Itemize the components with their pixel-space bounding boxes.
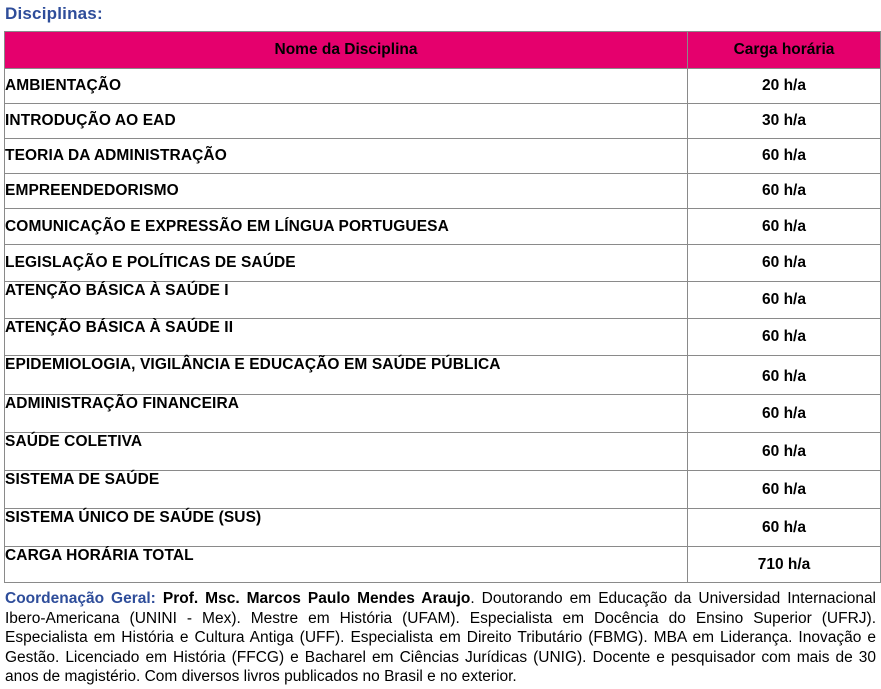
table-row (5, 509, 881, 547)
discipline-hours: 60 h/a (688, 433, 881, 471)
discipline-name: SAÚDE COLETIVA (5, 433, 688, 471)
discipline-hours: 60 h/a (688, 356, 881, 395)
discipline-name: INTRODUÇÃO AO EAD (5, 104, 688, 139)
coordinator-name: Prof. Msc. Marcos Paulo Mendes Araujo (162, 590, 471, 607)
discipline-name: EPIDEMIOLOGIA, VIGILÂNCIA E EDUCAÇÃO EM SAÚDE PÚBLICA (5, 356, 688, 395)
table-row (5, 395, 881, 433)
discipline-name: SISTEMA DE SAÚDE (5, 471, 688, 509)
discipline-name: ATENÇÃO BÁSICA À SAÚDE II (5, 319, 688, 356)
column-header-name: Nome da Disciplina (5, 32, 688, 69)
table-row (5, 433, 881, 471)
discipline-name: LEGISLAÇÃO E POLÍTICAS DE SAÚDE (5, 245, 688, 282)
discipline-name: EMPREENDEDORISMO (5, 174, 688, 209)
section-heading: Disciplinas: (5, 4, 103, 23)
discipline-hours: 60 h/a (688, 209, 881, 245)
discipline-name: AMBIENTAÇÃO (5, 69, 688, 104)
total-label: CARGA HORÁRIA TOTAL (5, 547, 688, 583)
coordinator-bio: . Doutorando em Educação da Universidad Internacional Ibero-Americana (UNINI - Mex). Mestre em História (UFAM). Especialista em Docência do Ensino Superior (UFRJ). Especialista em História e Cultura Antiga (UFF). Especialista em Direito Tributário (FBMG). MBA em Liderança. Inovação e Gestão. Licenciado em História (FFCG) e Bacharel em Ciências Jurídicas (UNIG). Docente e pesquisador com mais de 30 anos de magistério. Com diversos livros publicados no Brasil e no exterior. (5, 590, 877, 685)
table-row (5, 139, 881, 174)
coordinator-paragraph (5, 589, 876, 687)
discipline-hours: 60 h/a (688, 395, 881, 433)
discipline-hours: 30 h/a (688, 104, 881, 139)
table-row (5, 319, 881, 356)
table-row (5, 174, 881, 209)
discipline-hours: 60 h/a (688, 319, 881, 356)
table-row (5, 245, 881, 282)
discipline-hours: 20 h/a (688, 69, 881, 104)
discipline-hours: 60 h/a (688, 282, 881, 319)
table-header-row (5, 32, 881, 69)
coordinator-label: Coordenação Geral: (5, 590, 156, 607)
discipline-name: COMUNICAÇÃO E EXPRESSÃO EM LÍNGUA PORTUGUESA (5, 209, 688, 245)
column-header-hours: Carga horária (688, 32, 881, 69)
discipline-name: ADMINISTRAÇÃO FINANCEIRA (5, 395, 688, 433)
total-hours: 710 h/a (688, 547, 881, 583)
table-row (5, 356, 881, 395)
table-row (5, 282, 881, 319)
discipline-hours: 60 h/a (688, 471, 881, 509)
disciplines-table (4, 31, 881, 583)
discipline-hours: 60 h/a (688, 509, 881, 547)
discipline-name: ATENÇÃO BÁSICA À SAÚDE I (5, 282, 688, 319)
table-row (5, 209, 881, 245)
discipline-name: TEORIA DA ADMINISTRAÇÃO (5, 139, 688, 174)
discipline-hours: 60 h/a (688, 245, 881, 282)
table-total-row (5, 547, 881, 583)
table-row (5, 471, 881, 509)
table-row (5, 104, 881, 139)
table-row (5, 69, 881, 104)
discipline-hours: 60 h/a (688, 139, 881, 174)
discipline-hours: 60 h/a (688, 174, 881, 209)
discipline-name: SISTEMA ÚNICO DE SAÚDE (SUS) (5, 509, 688, 547)
